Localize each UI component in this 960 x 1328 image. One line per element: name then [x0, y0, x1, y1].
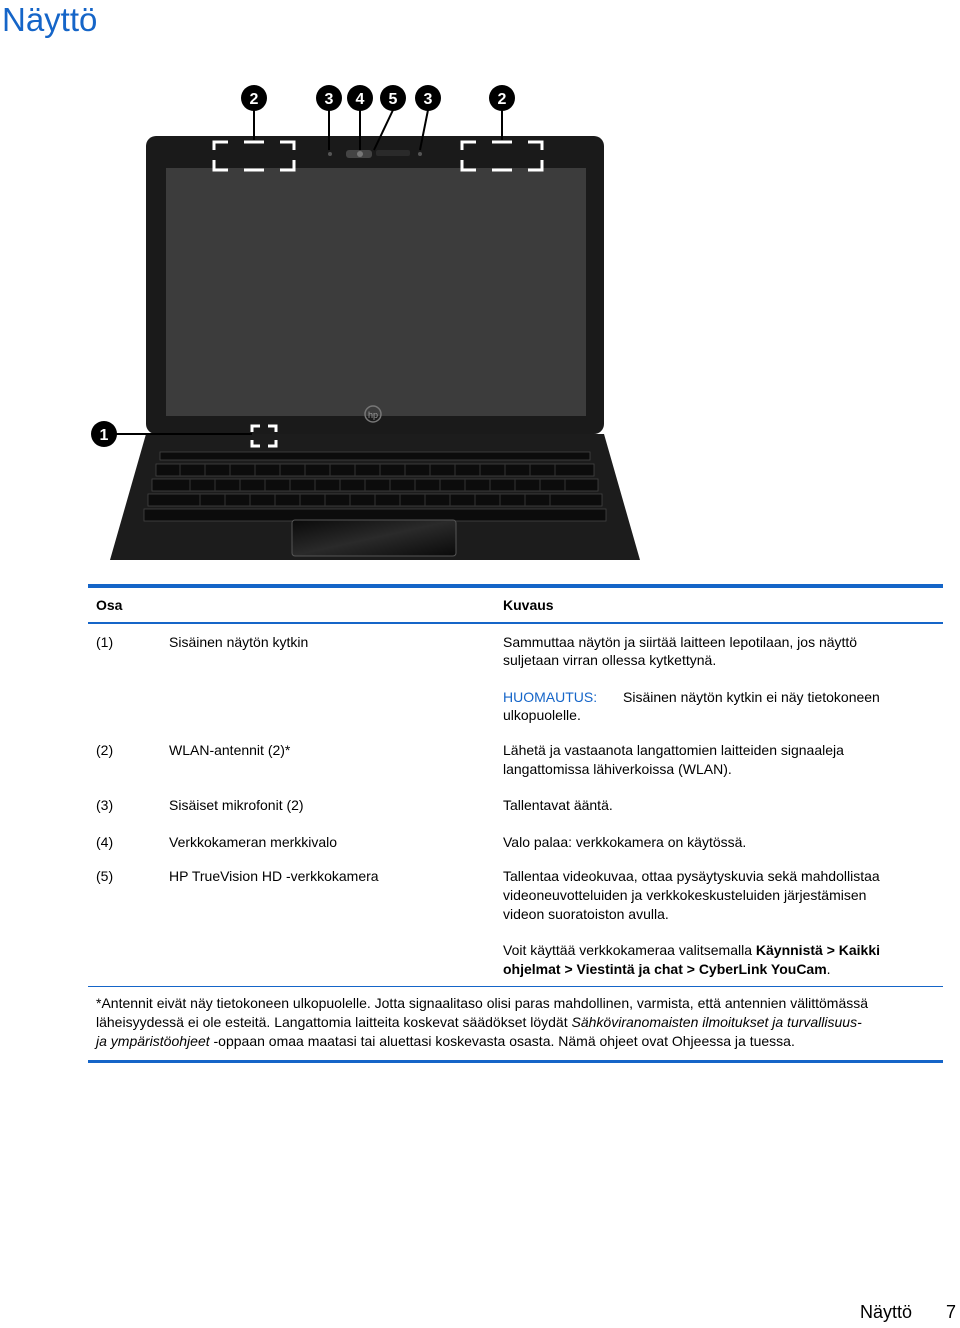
svg-text:3: 3 — [423, 91, 433, 108]
footnote-line-3b: -oppaan omaa maatasi tai aluettasi koskevasta osasta. Nämä ohjeet ovat Ohjeessa ja tuessa. — [209, 1033, 795, 1049]
table-header-rule — [88, 622, 943, 624]
table-row-4-part: Verkkokameran merkkivalo — [169, 834, 338, 850]
note-text: Sisäinen näytön kytkin ei näy tietokoneen — [623, 689, 880, 705]
touchpad — [292, 520, 456, 556]
footnote-line-3 — [96, 1032, 795, 1051]
page-title: Näyttö — [2, 1, 98, 38]
svg-text:2: 2 — [249, 91, 259, 108]
table-row-5-extra-a: Voit käyttää verkkokameraa valitsemalla — [503, 942, 756, 958]
table-row-5-extra-d: . — [826, 961, 831, 977]
note-text-cont: ulkopuolelle. — [503, 707, 581, 723]
table-row-4-num: (4) — [96, 834, 114, 850]
table-row-5-extra-c: ohjelmat > Viestintä ja chat > CyberLink YouCam — [503, 961, 827, 977]
footnote-doc-title-part-2: ja ympäristöohjeet — [96, 1033, 210, 1049]
microphone-right — [418, 152, 422, 156]
table-row-1-desc-line-2: suljetaan virran ollessa kytkettynä. — [503, 652, 717, 668]
svg-text:2: 2 — [497, 91, 507, 108]
table-row-1-desc-line-1: Sammuttaa näytön ja siirtää laitteen lepotilaan, jos näyttö — [503, 634, 858, 650]
table-row-5-extra-b: Käynnistä > Kaikki — [755, 942, 881, 958]
table-row-1-num: (1) — [96, 634, 114, 650]
svg-text:5: 5 — [388, 91, 398, 108]
table-row-2-part: WLAN-antennit (2)* — [169, 742, 291, 758]
footnote-line-2a: läheisyydessä ei ole esteitä. Langattomia laitteita koskevat säädökset löydät — [96, 1014, 572, 1030]
callout-2-right — [489, 85, 515, 140]
table-row-2-desc-line-2: langattomissa lähiverkoissa (WLAN). — [503, 761, 732, 777]
footer-section-name: Näyttö — [860, 1302, 913, 1322]
table-row-5-part: HP TrueVision HD -verkkokamera — [169, 868, 379, 884]
table-row-5-desc-line-2: videoneuvotteluiden ja verkkokeskusteluiden järjestämisen — [503, 887, 867, 903]
footnote-line-2 — [96, 1013, 862, 1032]
callout-2-left — [241, 85, 267, 140]
table-row-3-num: (3) — [96, 797, 114, 813]
table-row-5-extra-line-2 — [503, 960, 831, 979]
svg-text:4: 4 — [355, 91, 365, 108]
footnote-doc-title-part-1: Sähköviranomaisten ilmoitukset ja turvallisuus- — [571, 1014, 862, 1030]
table-row-5-extra-line-1 — [503, 941, 880, 960]
footnote-line-1: *Antennit eivät näy tietokoneen ulkopuolelle. Jotta signaalitaso olisi paras mahdollinen, varmista, että antennien välittömässä — [96, 995, 869, 1011]
table-header-description: Kuvaus — [503, 597, 554, 613]
table-row-5-num: (5) — [96, 868, 114, 884]
footnote-rule — [88, 986, 943, 987]
table-row-2-num: (2) — [96, 742, 114, 758]
table-bottom-rule — [88, 1060, 943, 1063]
note-label: HUOMAUTUS: — [503, 689, 598, 705]
hp-logo-text: hp — [367, 410, 379, 420]
component-table — [88, 584, 943, 588]
svg-text:3: 3 — [324, 91, 334, 108]
table-row-4-desc-line-1: Valo palaa: verkkokamera on käytössä. — [503, 834, 747, 850]
page-number: 7 — [946, 1302, 957, 1322]
table-row-3-desc-line-1: Tallentavat ääntä. — [503, 797, 613, 813]
table-header-part: Osa — [96, 597, 123, 613]
display-screen — [166, 168, 586, 416]
table-row-5-desc-line-1: Tallentaa videokuvaa, ottaa pysäytyskuvia sekä mahdollistaa — [503, 868, 880, 884]
microphone-left — [328, 152, 332, 156]
table-row-5-desc-line-3: videon suoratoiston avulla. — [503, 906, 669, 922]
svg-text:1: 1 — [99, 427, 109, 444]
table-row-3-part: Sisäiset mikrofonit (2) — [169, 797, 304, 813]
table-row-2-desc-line-1: Lähetä ja vastaanota langattomien laitteiden signaaleja — [503, 742, 844, 758]
laptop-display-illustration — [0, 78, 960, 578]
table-row-1-part: Sisäinen näytön kytkin — [169, 634, 309, 650]
